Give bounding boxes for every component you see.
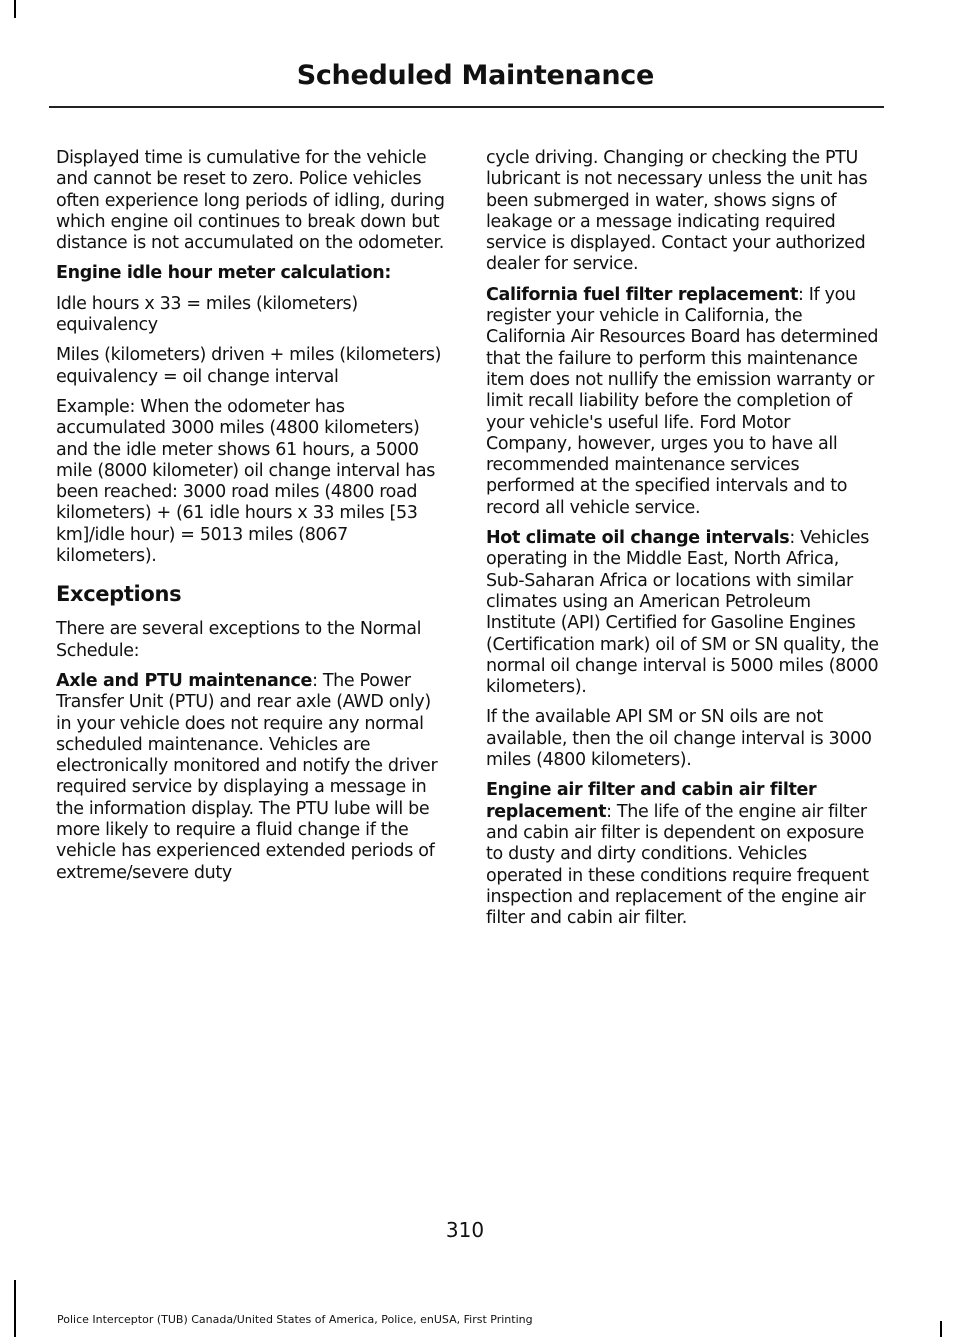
footer-text: Police Interceptor (TUB) Canada/United States of America, Police, enUSA, First Printing [57, 1313, 533, 1326]
crop-mark-top-left [14, 0, 16, 18]
california-label: California fuel filter replacement [486, 284, 798, 305]
air-filter-label: Engine air filter and cabin air filter replacement [486, 780, 817, 822]
hot-climate-paragraph: Hot climate oil change intervals: Vehicles operating in the Middle East, North Africa, Sub-Saharan Africa or locations with similar climates using an American Petroleum Institute (API) Certified for Gasoline Engines (Certification mark) oil of SM or SN quality, the normal oil change interval is 5000 miles (8000 kilometers). [486, 528, 879, 698]
hot-climate-label: Hot climate oil change intervals [486, 528, 790, 549]
axle-ptu-paragraph: Axle and PTU maintenance: The Power Transfer Unit (PTU) and rear axle (AWD only) in your vehicle does not require any normal scheduled maintenance. Vehicles are electronically monitored and notify the driver required service by displaying a message in the information display. The PTU lube will be more likely to require a fluid change if the vehicle has experienced extended periods of extreme/severe duty [56, 670, 438, 883]
air-filter-paragraph: Engine air filter and cabin air filter replacement: The life of the engine air filter and cabin air filter is dependent on exposure to dusty and dirty conditions. Vehicles operated in these conditions require frequent inspection and replacement of the engine air filter and cabin air filter. [486, 780, 869, 929]
api-oil-paragraph: If the available API SM or SN oils are not available, then the oil change interval is 3000 miles (4800 kilometers). [486, 707, 872, 771]
calc-title: Engine idle hour meter calculation: [56, 263, 391, 284]
example-paragraph: Example: When the odometer has accumulated 3000 miles (4800 kilometers) and the idle meter shows 61 hours, a 5000 mile (8000 kilometer) oil change interval has been reached: 3000 road miles (4800 road kilometers) + (61 idle hours x 33 miles [53 km]/idle hour) = 5013 miles (8067 kilometers). [56, 396, 436, 567]
calc-formula-1: Idle hours x 33 = miles (kilometers) equivalency [56, 293, 358, 336]
crop-mark-bottom-right [940, 1321, 942, 1337]
ptu-continued-paragraph: cycle driving. Changing or checking the PTU lubricant is not necessary unless the unit has been submerged in water, shows signs of leakage or a message indicating required service is displayed. Contact your authorized dealer for service. [486, 148, 868, 275]
exceptions-intro: There are several exceptions to the Normal Schedule: [56, 619, 422, 661]
page-number: 310 [445, 1218, 485, 1242]
header-divider [49, 106, 884, 108]
left-column [56, 148, 451, 893]
right-column [486, 148, 881, 938]
exceptions-heading: Exceptions [56, 582, 182, 607]
california-paragraph: California fuel filter replacement: If you register your vehicle in California, the California Air Resources Board has determined that the failure to perform this maintenance item does not nullify the emission warranty or limit recall liability before the completion of your vehicle's useful life. Ford Motor Company, however, urges you to have all recommended maintenance services performed at the specified intervals and to record all vehicle service. [486, 284, 879, 518]
crop-mark-bottom-left [14, 1280, 16, 1337]
axle-ptu-label: Axle and PTU maintenance [56, 670, 313, 691]
cumulative-time-paragraph: Displayed time is cumulative for the vehicle and cannot be reset to zero. Police vehicles often experience long periods of idling, during which engine oil continues to break down but distance is not accumulated on the odometer. [56, 148, 445, 254]
calc-formula-2: Miles (kilometers) driven + miles (kilometers) equivalency = oil change interval [56, 345, 442, 387]
page-title: Scheduled Maintenance [296, 60, 654, 91]
